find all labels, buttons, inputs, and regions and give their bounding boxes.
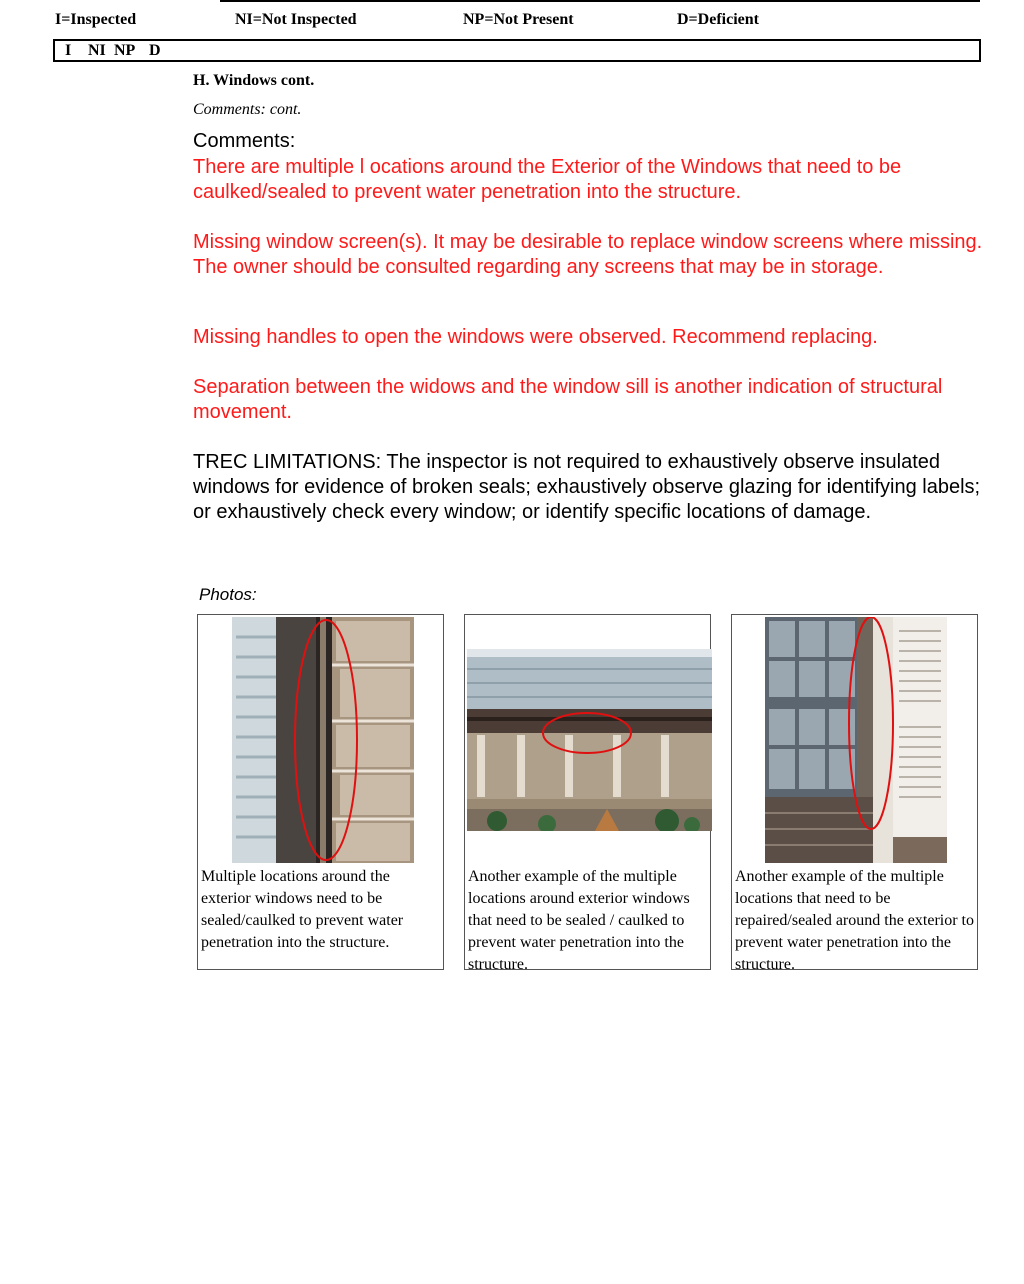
- header-rule: [220, 0, 980, 2]
- photos-label: Photos:: [199, 585, 257, 604]
- section-title: H. Windows cont.: [193, 72, 315, 89]
- photo-window-sill[interactable]: [467, 649, 712, 831]
- code-ni: NI: [88, 42, 106, 59]
- photo-window-shutter[interactable]: [765, 617, 947, 863]
- comment-separation: Separation between the widows and the window sill is another indication of structural movement.: [193, 376, 943, 423]
- comments-label: Comments:: [193, 130, 296, 152]
- legend-row: [0, 11, 1024, 33]
- code-np: NP: [114, 42, 136, 59]
- photo-caption-1: Multiple locations around the exterior windows need to be sealed/caulked to prevent water penetration into the structure.: [201, 868, 404, 951]
- inspection-code-box: [53, 39, 981, 62]
- photo-card-2: [464, 614, 711, 973]
- comment-screens: Missing window screen(s). It may be desirable to replace window screens where missing. The owner should be consulted regarding any screens that may be in storage.: [193, 231, 983, 278]
- legend-inspected: I=Inspected: [55, 11, 137, 28]
- comment-handles: Missing handles to open the windows were observed. Recommend replacing.: [193, 326, 878, 348]
- photo-caption-3: Another example of the multiple locations that need to be repaired/sealed around the exterior to prevent water penetration into the structure.: [735, 868, 974, 973]
- photo-window-frame-gap[interactable]: [232, 617, 414, 863]
- legend-deficient: D=Deficient: [677, 11, 759, 28]
- comments-continued: Comments: cont.: [193, 101, 302, 118]
- trec-limitations: TREC LIMITATIONS: The inspector is not required to exhaustively observe insulated windows for evidence of broken seals; exhaustively observe glazing for identifying labels; or exhaustively check every window; or identify specific locations of damage.: [193, 451, 981, 523]
- comment-caulking: There are multiple l ocations around the Exterior of the Windows that need to be caulked/sealed to prevent water penetration into the structure.: [193, 156, 902, 203]
- legend-not-inspected: NI=Not Inspected: [235, 11, 357, 28]
- code-i: I: [65, 42, 72, 59]
- photo-card-1: [197, 614, 444, 970]
- code-d: D: [149, 42, 161, 59]
- legend-not-present: NP=Not Present: [463, 11, 574, 28]
- photo-card-3: [731, 614, 978, 973]
- photo-caption-2: Another example of the multiple locations around exterior windows that need to be sealed / caulked to prevent water penetration into the structure.: [468, 868, 690, 973]
